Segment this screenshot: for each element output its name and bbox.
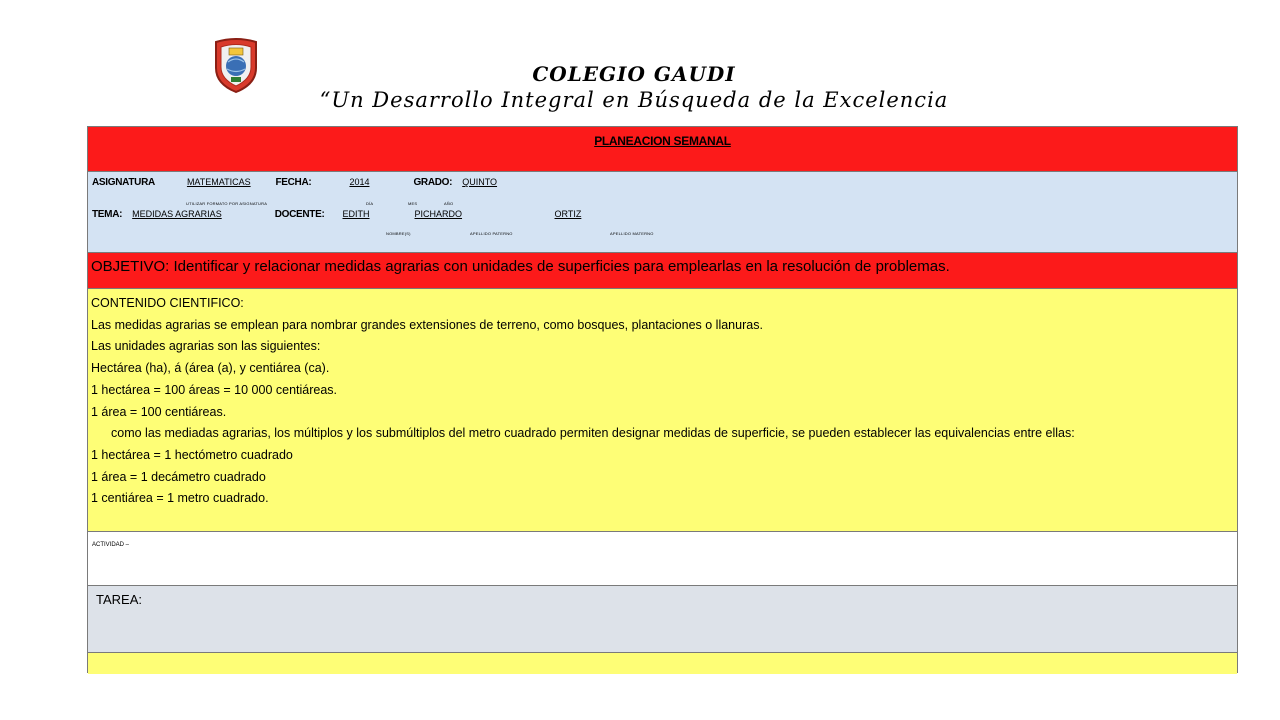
hint-materno: APELLIDO MATERNO: [610, 231, 654, 236]
weekly-plan-sheet: [87, 126, 1238, 673]
content-line: 1 área = 100 centiáreas.: [91, 404, 227, 419]
docente-apellido-paterno: PICHARDO: [414, 209, 463, 219]
plan-info-band: [88, 172, 1237, 253]
content-line: 1 hectárea = 100 áreas = 10 000 centiáreas.: [91, 382, 338, 397]
plan-title-band: [88, 127, 1237, 172]
asignatura-value: MATEMATICAS: [186, 177, 251, 187]
plan-title: PLANEACION SEMANAL: [594, 134, 731, 148]
hint-mes: MES: [408, 201, 418, 206]
task-label: TAREA:: [96, 592, 142, 607]
asignatura-label: ASIGNATURA: [92, 177, 155, 188]
objective-text: OBJETIVO: Identificar y relacionar medidas agrarias con unidades de superficies para emplearlas en la resolución de problemas.: [91, 258, 950, 275]
fecha-label: FECHA:: [275, 177, 312, 188]
content-paragraph: como las mediadas agrarias, los múltiplos y los submúltiplos del metro cuadrado permiten designar medidas de superficie, se pueden establecer las equivalencias entre ellas:: [111, 426, 1075, 441]
objective-band: [88, 253, 1237, 289]
content-heading: CONTENIDO CIENTIFICO:: [91, 296, 244, 310]
docente-label: DOCENTE:: [274, 209, 325, 220]
hint-dia: DÍA: [366, 201, 374, 206]
info-line-2: [92, 209, 625, 220]
school-name: COLEGIO GAUDI: [532, 62, 736, 86]
tema-value: MEDIDAS AGRARIAS: [132, 209, 222, 219]
activity-band: [88, 532, 1237, 586]
activity-label: ACTIVIDAD –: [92, 542, 130, 548]
info-line-1: [92, 177, 514, 188]
docente-nombre: EDITH: [342, 209, 370, 219]
school-motto: “Un Desarrollo Integral en Búsqueda de la Excelencia: [319, 88, 949, 112]
content-line: Hectárea (ha), á (área (a), y centiárea (ca).: [91, 361, 330, 376]
footer-band: [88, 653, 1237, 674]
hint-nombre: NOMBRE(S): [386, 231, 411, 236]
task-band: [88, 586, 1237, 653]
hint-paterno: APELLIDO PATERNO: [470, 231, 513, 236]
docente-apellido-materno: ORTIZ: [554, 209, 582, 219]
content-line: Las unidades agrarias son las siguientes:: [91, 339, 321, 354]
grado-value: QUINTO: [462, 177, 498, 187]
content-line: Las medidas agrarias se emplean para nombrar grandes extensiones de terreno, como bosques, plantaciones o llanuras.: [91, 317, 763, 332]
tema-label: TEMA:: [92, 209, 123, 220]
hint-asignatura: UTILIZAR FORMATO POR ASIGNATURA: [186, 201, 268, 206]
hint-ano: AÑO: [444, 201, 454, 206]
grado-label: GRADO:: [413, 177, 453, 188]
content-line: 1 área = 1 decámetro cuadrado: [91, 469, 266, 484]
content-line: 1 hectárea = 1 hectómetro cuadrado: [91, 447, 293, 462]
content-band: [88, 289, 1237, 532]
fecha-value: 2014: [349, 177, 370, 187]
content-line: 1 centiárea = 1 metro cuadrado.: [91, 491, 269, 506]
